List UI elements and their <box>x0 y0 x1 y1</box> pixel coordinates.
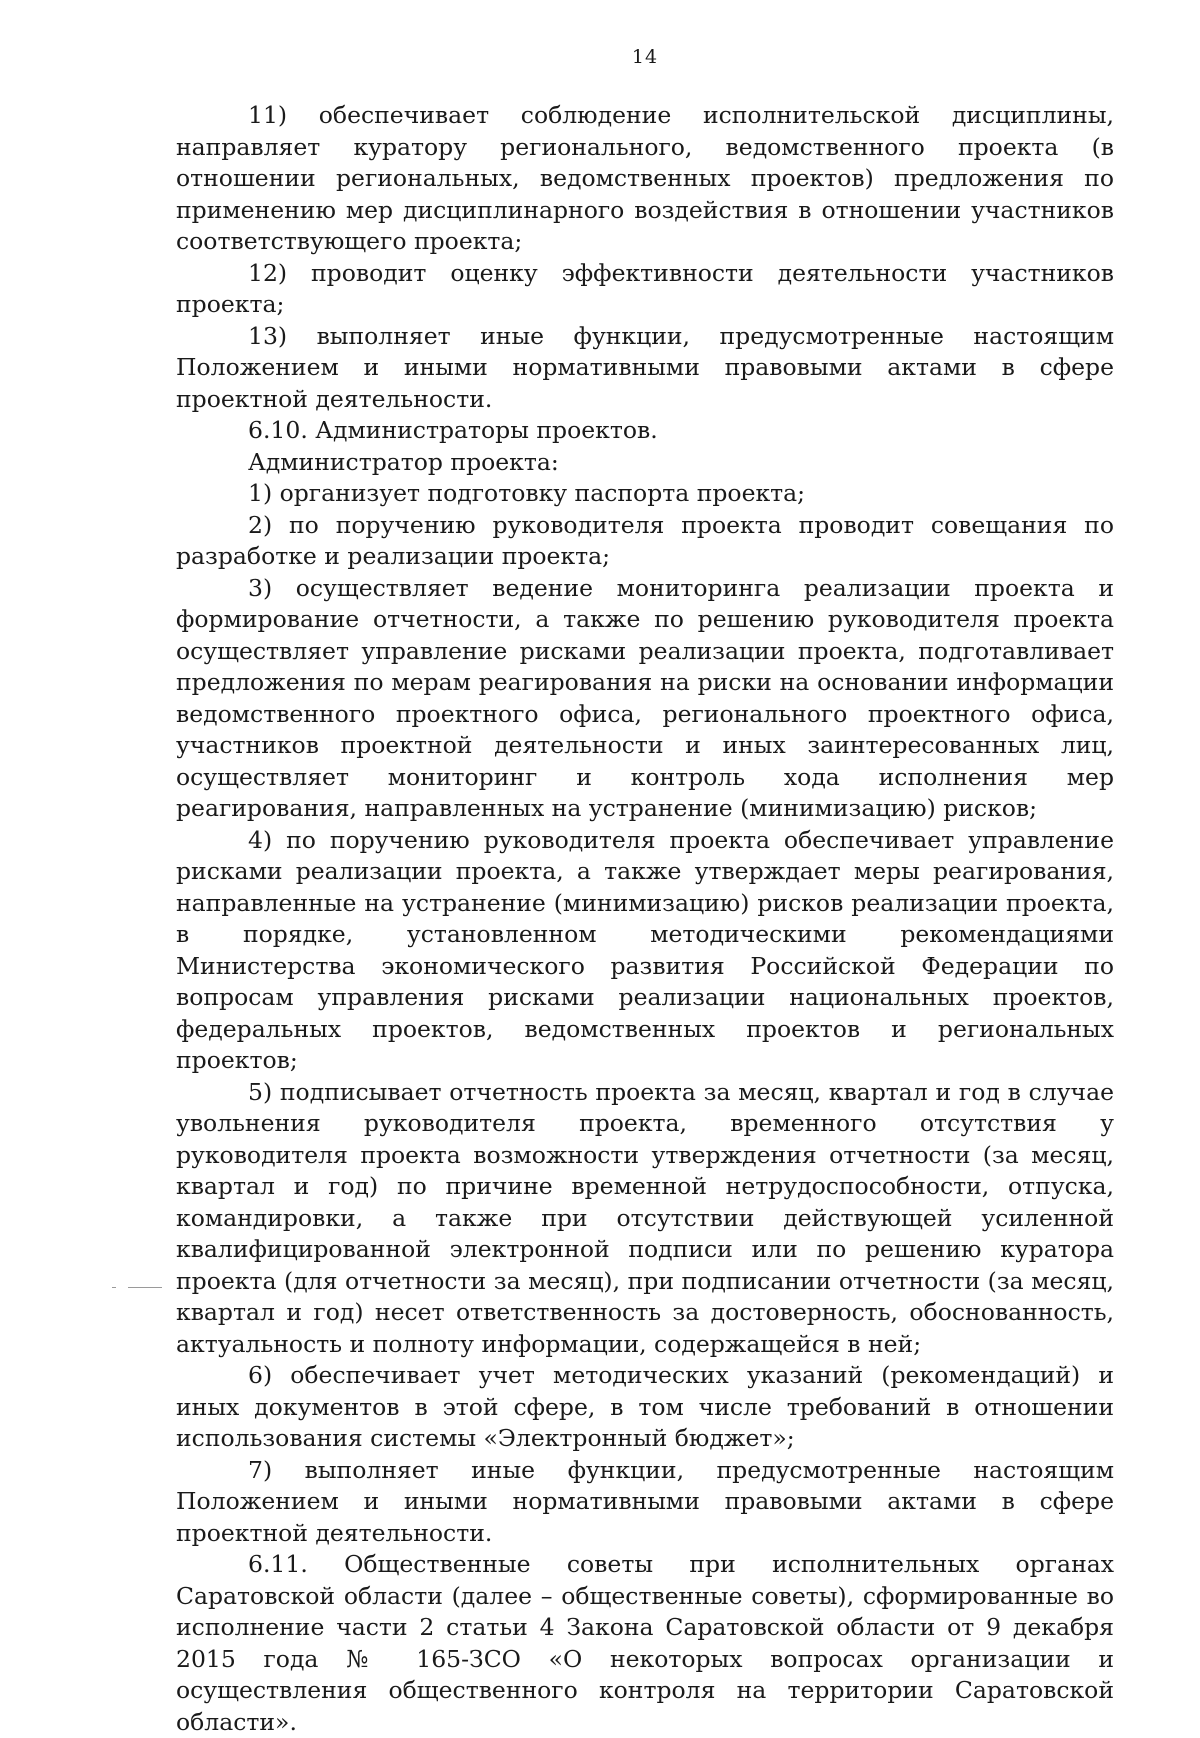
section-heading-6-10: 6.10. Администраторы проектов. <box>248 416 658 444</box>
page-number: 14 <box>631 46 659 68</box>
paragraph-item-3: 3) осуществляет ведение мониторинга реализации проекта и формирование отчетности, а также по решению руководителя проекта осуществляет управление рисками реализации проекта, подготавливает предложения по мерам реагирования на риски на основании информации ведомственного проектного офиса, регионального проектного офиса, участников проектной деятельности и иных заинтересованных лиц, осуществляет мониторинг и контроль хода исполнения мер реагирования, направленных на устранение (минимизацию) рисков; <box>176 573 1114 822</box>
paragraph-item-11: 11) обеспечивает соблюдение исполнительской дисциплины, направляет куратору регионального, ведомственного проекта (в отношении региональных, ведомственных проектов) предложения по применению мер дисциплинарного воздействия в отношении участников соответствующего проекта; <box>176 101 1114 255</box>
paragraph-item-6: 6) обеспечивает учет методических указаний (рекомендаций) и иных документов в этой сфере, в том числе требований в отношении использования системы «Электронный бюджет»; <box>176 1361 1114 1452</box>
paragraph-item-2: 2) по поручению руководителя проекта проводит совещания по разработке и реализации проекта; <box>176 510 1114 570</box>
margin-mark <box>112 1287 116 1288</box>
paragraph-item-12: 12) проводит оценку эффективности деятельности участников проекта; <box>176 258 1114 318</box>
paragraph-item-13: 13) выполняет иные функции, предусмотренные настоящим Положением и иными нормативными правовыми актами в сфере проектной деятельности. <box>176 321 1114 413</box>
paragraph-item-1: 1) организует подготовку паспорта проекта; <box>248 479 806 507</box>
subheading-administrator: Администратор проекта: <box>248 447 559 476</box>
paragraph-item-5: 5) подписывает отчетность проекта за месяц, квартал и год в случае увольнения руководителя проекта, временного отсутствия у руководителя проекта возможности утверждения отчетности (за месяц, квартал и год) по причине временной нетрудоспособности, отпуска, командировки, а также при отсутствии действующей усиленной квалифицированной электронной подписи или по решению куратора проекта (для отчетности за месяц), при подписании отчетности (за месяц, квартал и год) несет ответственность за достоверность, обоснованность, актуальность и полноту информации, содержащейся в ней; <box>176 1077 1114 1358</box>
paragraph-item-4: 4) по поручению руководителя проекта обеспечивает управление рисками реализации проекта, а также утверждает меры реагирования, направленные на устранение (минимизацию) рисков реализации проекта, в порядке, установленном методическими рекомендациями Министерства экономического развития Российской Федерации по вопросам управления рисками реализации национальных проектов, федеральных проектов, ведомственных проектов и региональных проектов; <box>176 825 1114 1074</box>
section-paragraph-6-11: 6.11. Общественные советы при исполнительных органах Саратовской области (далее – общественные советы), сформированные во исполнение части 2 статьи 4 Закона Саратовской области от 9 декабря 2015 года № 165-ЗСО «О некоторых вопросах организации и осуществления общественного контроля на территории Саратовской области». <box>176 1550 1114 1736</box>
document-body <box>176 100 1114 1738</box>
paragraph-item-7: 7) выполняет иные функции, предусмотренные настоящим Положением и иными нормативными правовыми актами в сфере проектной деятельности. <box>176 1455 1114 1547</box>
margin-mark <box>128 1287 162 1288</box>
